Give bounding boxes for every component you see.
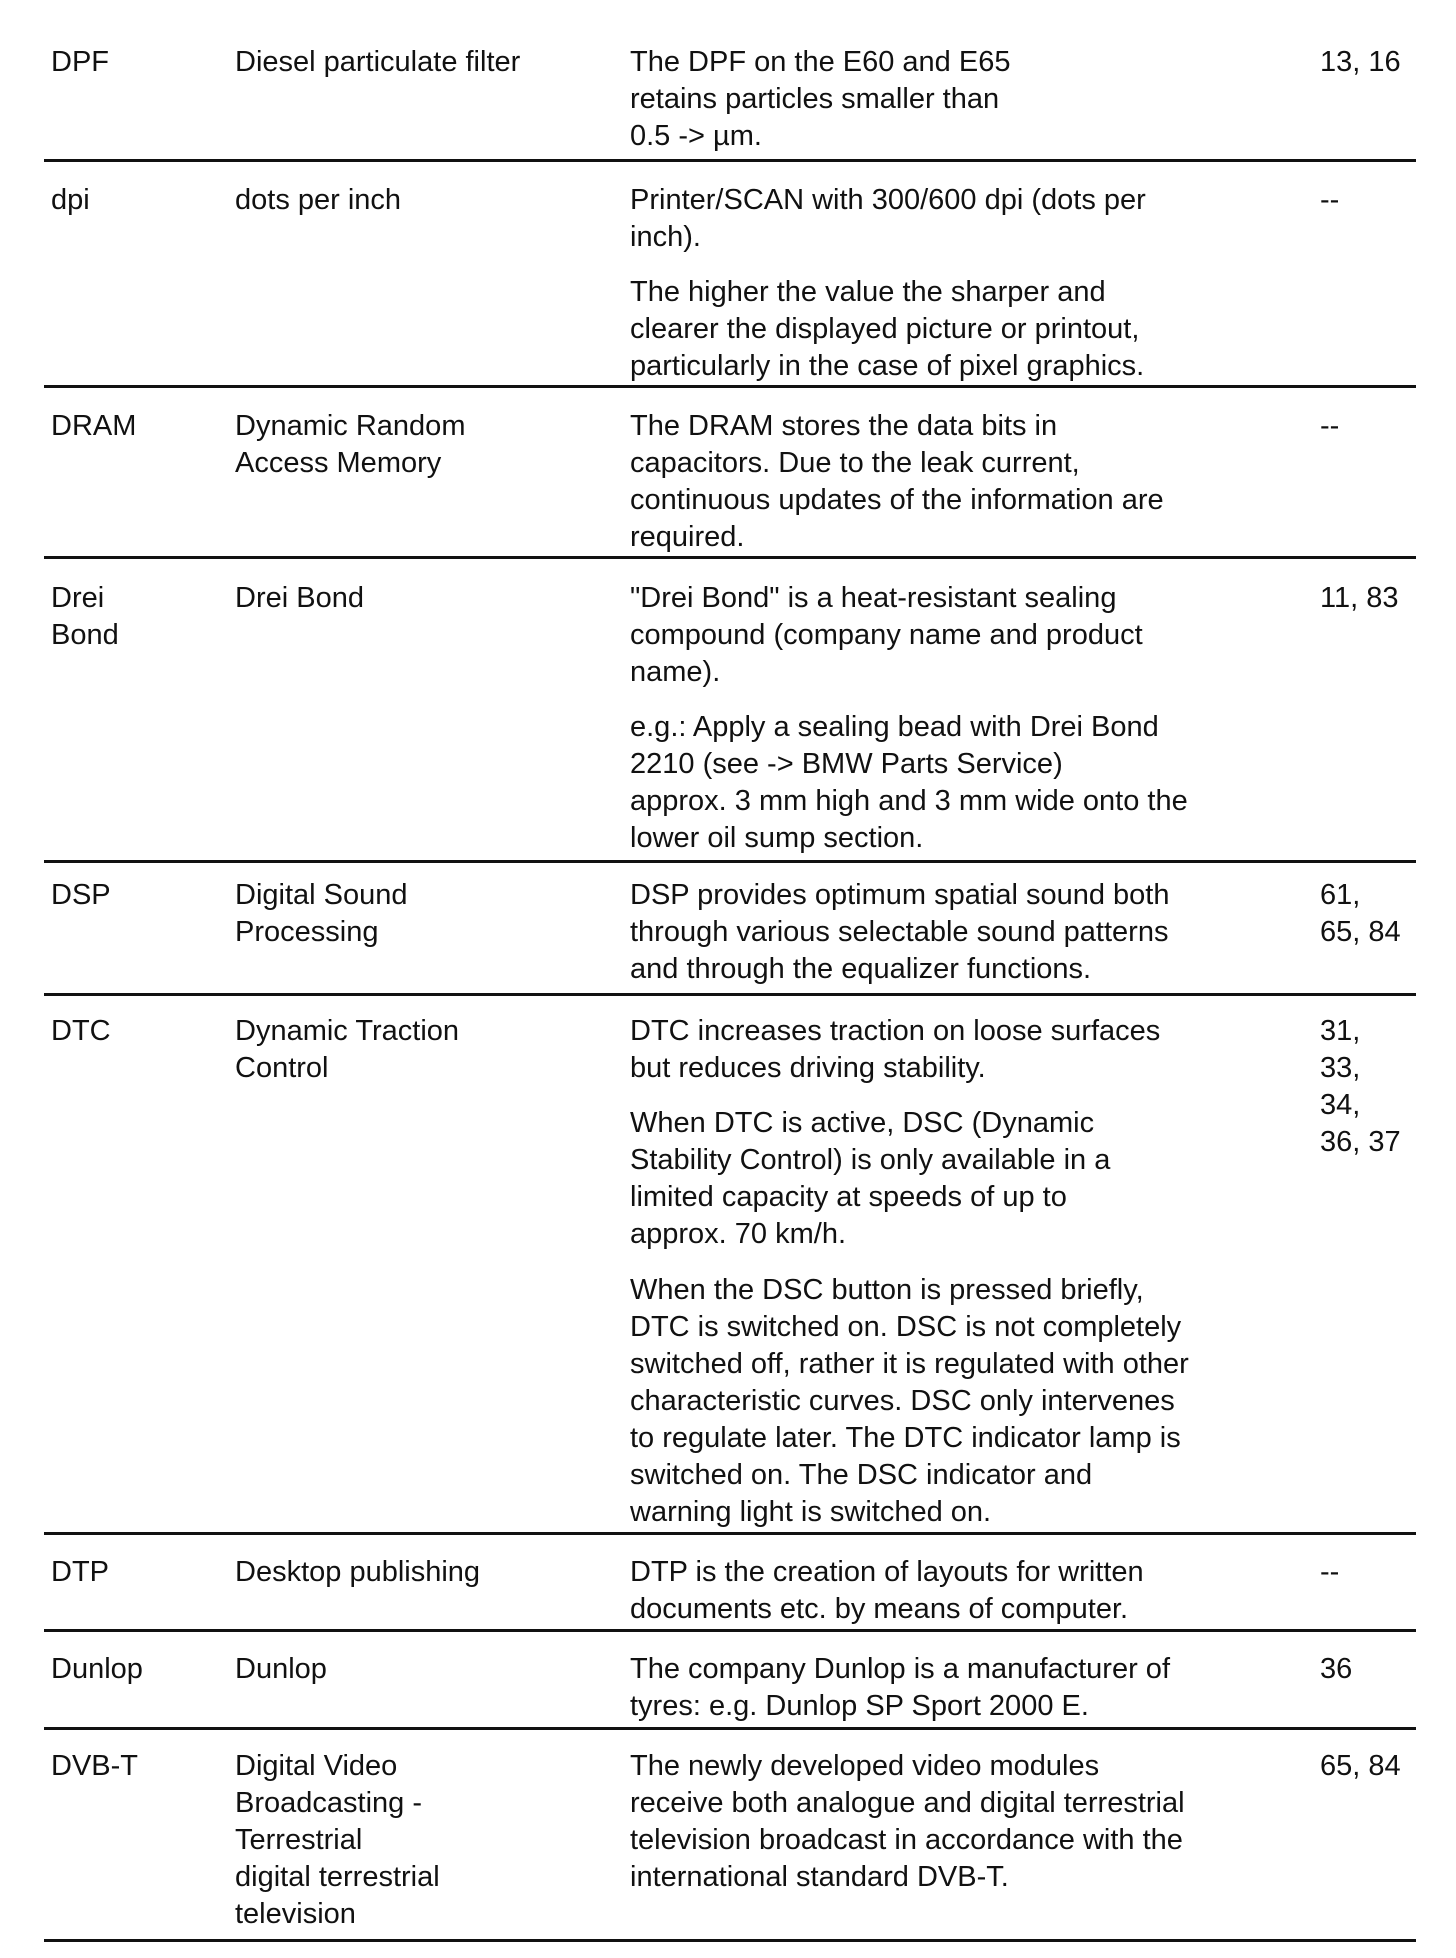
description-paragraph: The newly developed video modules receive both analogue and digital terrestrial television broadcast in accordance with the international standard DVB-T. — [630, 1750, 1185, 1893]
entry-description — [630, 1554, 1350, 1628]
entry-pages: -- — [1320, 184, 1340, 216]
entry-description — [630, 877, 1350, 985]
description-paragraph: The DPF on the E60 and E65 retains particles smaller than 0.5 -> µm. — [630, 46, 1011, 152]
entry-abbreviation: DRAM — [51, 410, 137, 442]
row-divider — [44, 1727, 1416, 1730]
entry-abbreviation: DTC — [51, 1015, 111, 1047]
description-paragraph: DSP provides optimum spatial sound both through various selectable sound patterns and through the equalizer functions. — [630, 879, 1170, 985]
entry-description — [630, 1748, 1350, 1893]
row-divider — [44, 993, 1416, 996]
entry-abbreviation: dpi — [51, 184, 90, 216]
row-divider — [44, 860, 1416, 863]
description-paragraph: The higher the value the sharper and clearer the displayed picture or printout, particularly in the case of pixel graphics. — [630, 276, 1145, 382]
entry-pages: 36 — [1320, 1653, 1353, 1685]
entry-pages: -- — [1320, 410, 1340, 442]
entry-description — [630, 44, 1350, 152]
entry-term: Dynamic Traction Control — [235, 1015, 460, 1084]
entry-abbreviation: DTP — [51, 1556, 109, 1588]
entry-abbreviation: Drei Bond — [51, 582, 119, 651]
entry-pages: 61, 65, 84 — [1320, 879, 1401, 948]
entry-term: Dunlop — [235, 1653, 327, 1685]
description-paragraph: When the DSC button is pressed briefly, DTC is switched on. DSC is not completely switched off, rather it is regulated with other characteristic curves. DSC only intervenes to regulate later. The DTC indicator lamp is switched on. The DSC indicator and warning light is switched on. — [630, 1274, 1189, 1528]
entry-abbreviation: DVB-T — [51, 1750, 138, 1782]
entry-description — [630, 182, 1350, 382]
description-paragraph: DTC increases traction on loose surfaces but reduces driving stability. — [630, 1015, 1161, 1084]
description-paragraph: DTP is the creation of layouts for written documents etc. by means of computer. — [630, 1556, 1144, 1625]
entry-abbreviation: DSP — [51, 879, 111, 911]
entry-abbreviation: DPF — [51, 46, 109, 78]
description-paragraph: e.g.: Apply a sealing bead with Drei Bond 2210 (see -> BMW Parts Service) approx. 3 mm high and 3 mm wide onto the lower oil sump section. — [630, 711, 1188, 854]
entry-term: Diesel particulate filter — [235, 46, 521, 78]
row-divider — [44, 1532, 1416, 1535]
entry-pages: 11, 83 — [1320, 582, 1399, 614]
entry-pages: 65, 84 — [1320, 1750, 1401, 1782]
description-paragraph: The DRAM stores the data bits in capacitors. Due to the leak current, continuous updates of the information are required. — [630, 410, 1164, 553]
entry-description — [630, 1651, 1350, 1725]
description-paragraph: The company Dunlop is a manufacturer of tyres: e.g. Dunlop SP Sport 2000 E. — [630, 1653, 1170, 1722]
entry-pages: -- — [1320, 1556, 1340, 1588]
entry-description — [630, 1013, 1350, 1528]
description-paragraph: When DTC is active, DSC (Dynamic Stability Control) is only available in a limited capacity at speeds of up to approx. 70 km/h. — [630, 1107, 1111, 1250]
row-divider — [44, 1939, 1416, 1942]
entry-term: Dynamic Random Access Memory — [235, 410, 466, 479]
description-paragraph: "Drei Bond" is a heat-resistant sealing compound (company name and product name). — [630, 582, 1143, 688]
entry-term: Digital Video Broadcasting - Terrestrial digital terrestrial television — [235, 1750, 440, 1930]
entry-abbreviation: Dunlop — [51, 1653, 143, 1685]
entry-term: Digital Sound Processing — [235, 879, 408, 948]
row-divider — [44, 556, 1416, 559]
description-paragraph: Printer/SCAN with 300/600 dpi (dots per inch). — [630, 184, 1146, 253]
entry-description — [630, 580, 1350, 854]
entry-pages: 31, 33, 34, 36, 37 — [1320, 1015, 1401, 1158]
row-divider — [44, 1629, 1416, 1632]
entry-term: Drei Bond — [235, 582, 364, 614]
entry-term: dots per inch — [235, 184, 402, 216]
entry-description — [630, 408, 1350, 553]
row-divider — [44, 385, 1416, 388]
row-divider — [44, 159, 1416, 162]
entry-pages: 13, 16 — [1320, 46, 1401, 78]
entry-term: Desktop publishing — [235, 1556, 481, 1588]
